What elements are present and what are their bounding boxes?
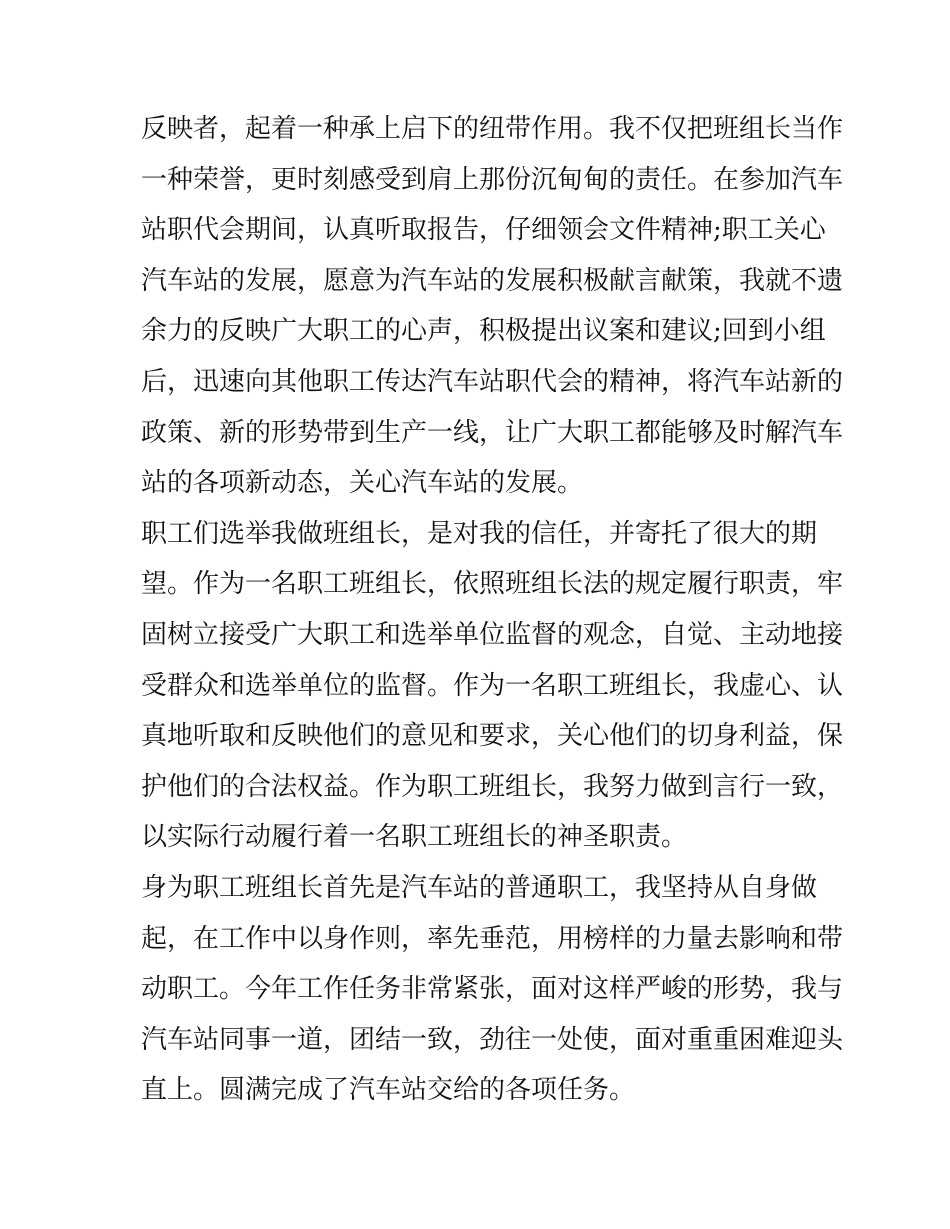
text-line: 以实际行动履行着一名职工班组长的神圣职责。 bbox=[141, 822, 688, 853]
text-line: 起，在工作中以身作则，率先垂范，用榜样的力量去影响和带 bbox=[141, 923, 844, 954]
text-line: 汽车站同事一道，团结一致，劲往一处使，面对重重困难迎头 bbox=[141, 1024, 844, 1055]
body-text bbox=[141, 104, 844, 1116]
text-line: 望。作为一名职工班组长，依照班组长法的规定履行职责，牢 bbox=[141, 569, 844, 600]
text-line: 真地听取和反映他们的意见和要求，关心他们的切身利益，保 bbox=[141, 721, 844, 752]
text-line: 后，迅速向其他职工传达汽车站职代会的精神，将汽车站新的 bbox=[141, 366, 844, 397]
text-line: 反映者，起着一种承上启下的纽带作用。我不仅把班组长当作 bbox=[141, 114, 844, 144]
text-line: 直上。圆满完成了汽车站交给的各项任务。 bbox=[141, 1075, 636, 1106]
text-line: 职工们选举我做班组长，是对我的信任，并寄托了很大的期 bbox=[141, 518, 818, 549]
text-line: 固树立接受广大职工和选举单位监督的观念，自觉、主动地接 bbox=[141, 619, 844, 650]
text-line: 汽车站的发展，愿意为汽车站的发展积极献言献策，我就不遗 bbox=[141, 265, 844, 296]
text-line: 站职代会期间，认真听取报告，仔细领会文件精神;职工关心 bbox=[141, 215, 826, 246]
text-line: 余力的反映广大职工的心声，积极提出议案和建议;回到小组 bbox=[141, 316, 826, 347]
text-line: 政策、新的形势带到生产一线，让广大职工都能够及时解汽车 bbox=[141, 417, 844, 448]
text-line: 站的各项新动态，关心汽车站的发展。 bbox=[141, 468, 584, 499]
text-line: 动职工。今年工作任务非常紧张，面对这样严峻的形势，我与 bbox=[141, 974, 844, 1005]
text-line: 一种荣誉，更时刻感受到肩上那份沉甸甸的责任。在参加汽车 bbox=[141, 164, 844, 195]
text-line: 受群众和选举单位的监督。作为一名职工班组长，我虚心、认 bbox=[141, 670, 844, 701]
text-line: 身为职工班组长首先是汽车站的普通职工，我坚持从自身做 bbox=[141, 872, 818, 903]
text-line: 护他们的合法权益。作为职工班组长，我努力做到言行一致， bbox=[141, 771, 844, 802]
